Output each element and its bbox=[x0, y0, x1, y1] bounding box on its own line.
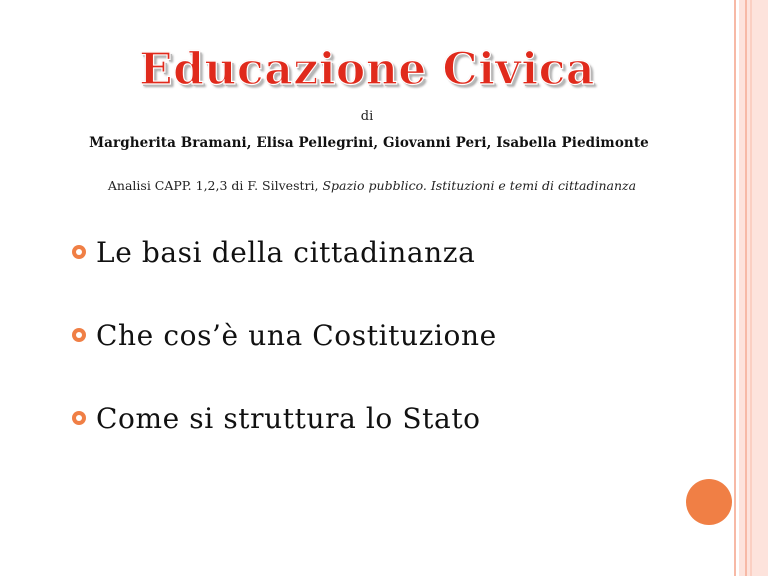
bullet-circle-icon bbox=[72, 411, 86, 425]
bullet-label: Che cos’è una Costituzione bbox=[96, 318, 497, 352]
decorative-stripe bbox=[750, 0, 752, 576]
bullet-item bbox=[72, 315, 497, 355]
bullet-circle-icon bbox=[72, 245, 86, 259]
source-line bbox=[0, 178, 744, 193]
decorative-side-band bbox=[739, 0, 768, 576]
bullet-item bbox=[72, 232, 497, 272]
bullet-item bbox=[72, 398, 497, 438]
bullet-label: Le basi della cittadinanza bbox=[96, 235, 476, 269]
source-prefix: Analisi CAPP. 1,2,3 di F. Silvestri, bbox=[107, 178, 323, 193]
authors-line: Margherita Bramani, Elisa Pellegrini, Giovanni Peri, Isabella Piedimonte bbox=[89, 135, 649, 151]
by-label: di bbox=[360, 109, 374, 124]
decorative-stripe bbox=[734, 0, 736, 576]
decorative-stripe bbox=[745, 0, 747, 576]
source-book-title: Spazio pubblico. Istituzioni e temi di cittadinanza bbox=[322, 178, 637, 193]
bullet-label: Come si struttura lo Stato bbox=[96, 401, 481, 435]
bullet-list bbox=[72, 232, 497, 481]
slide-title: Educazione Civica bbox=[139, 44, 595, 95]
decorative-circle bbox=[686, 479, 732, 525]
bullet-circle-icon bbox=[72, 328, 86, 342]
